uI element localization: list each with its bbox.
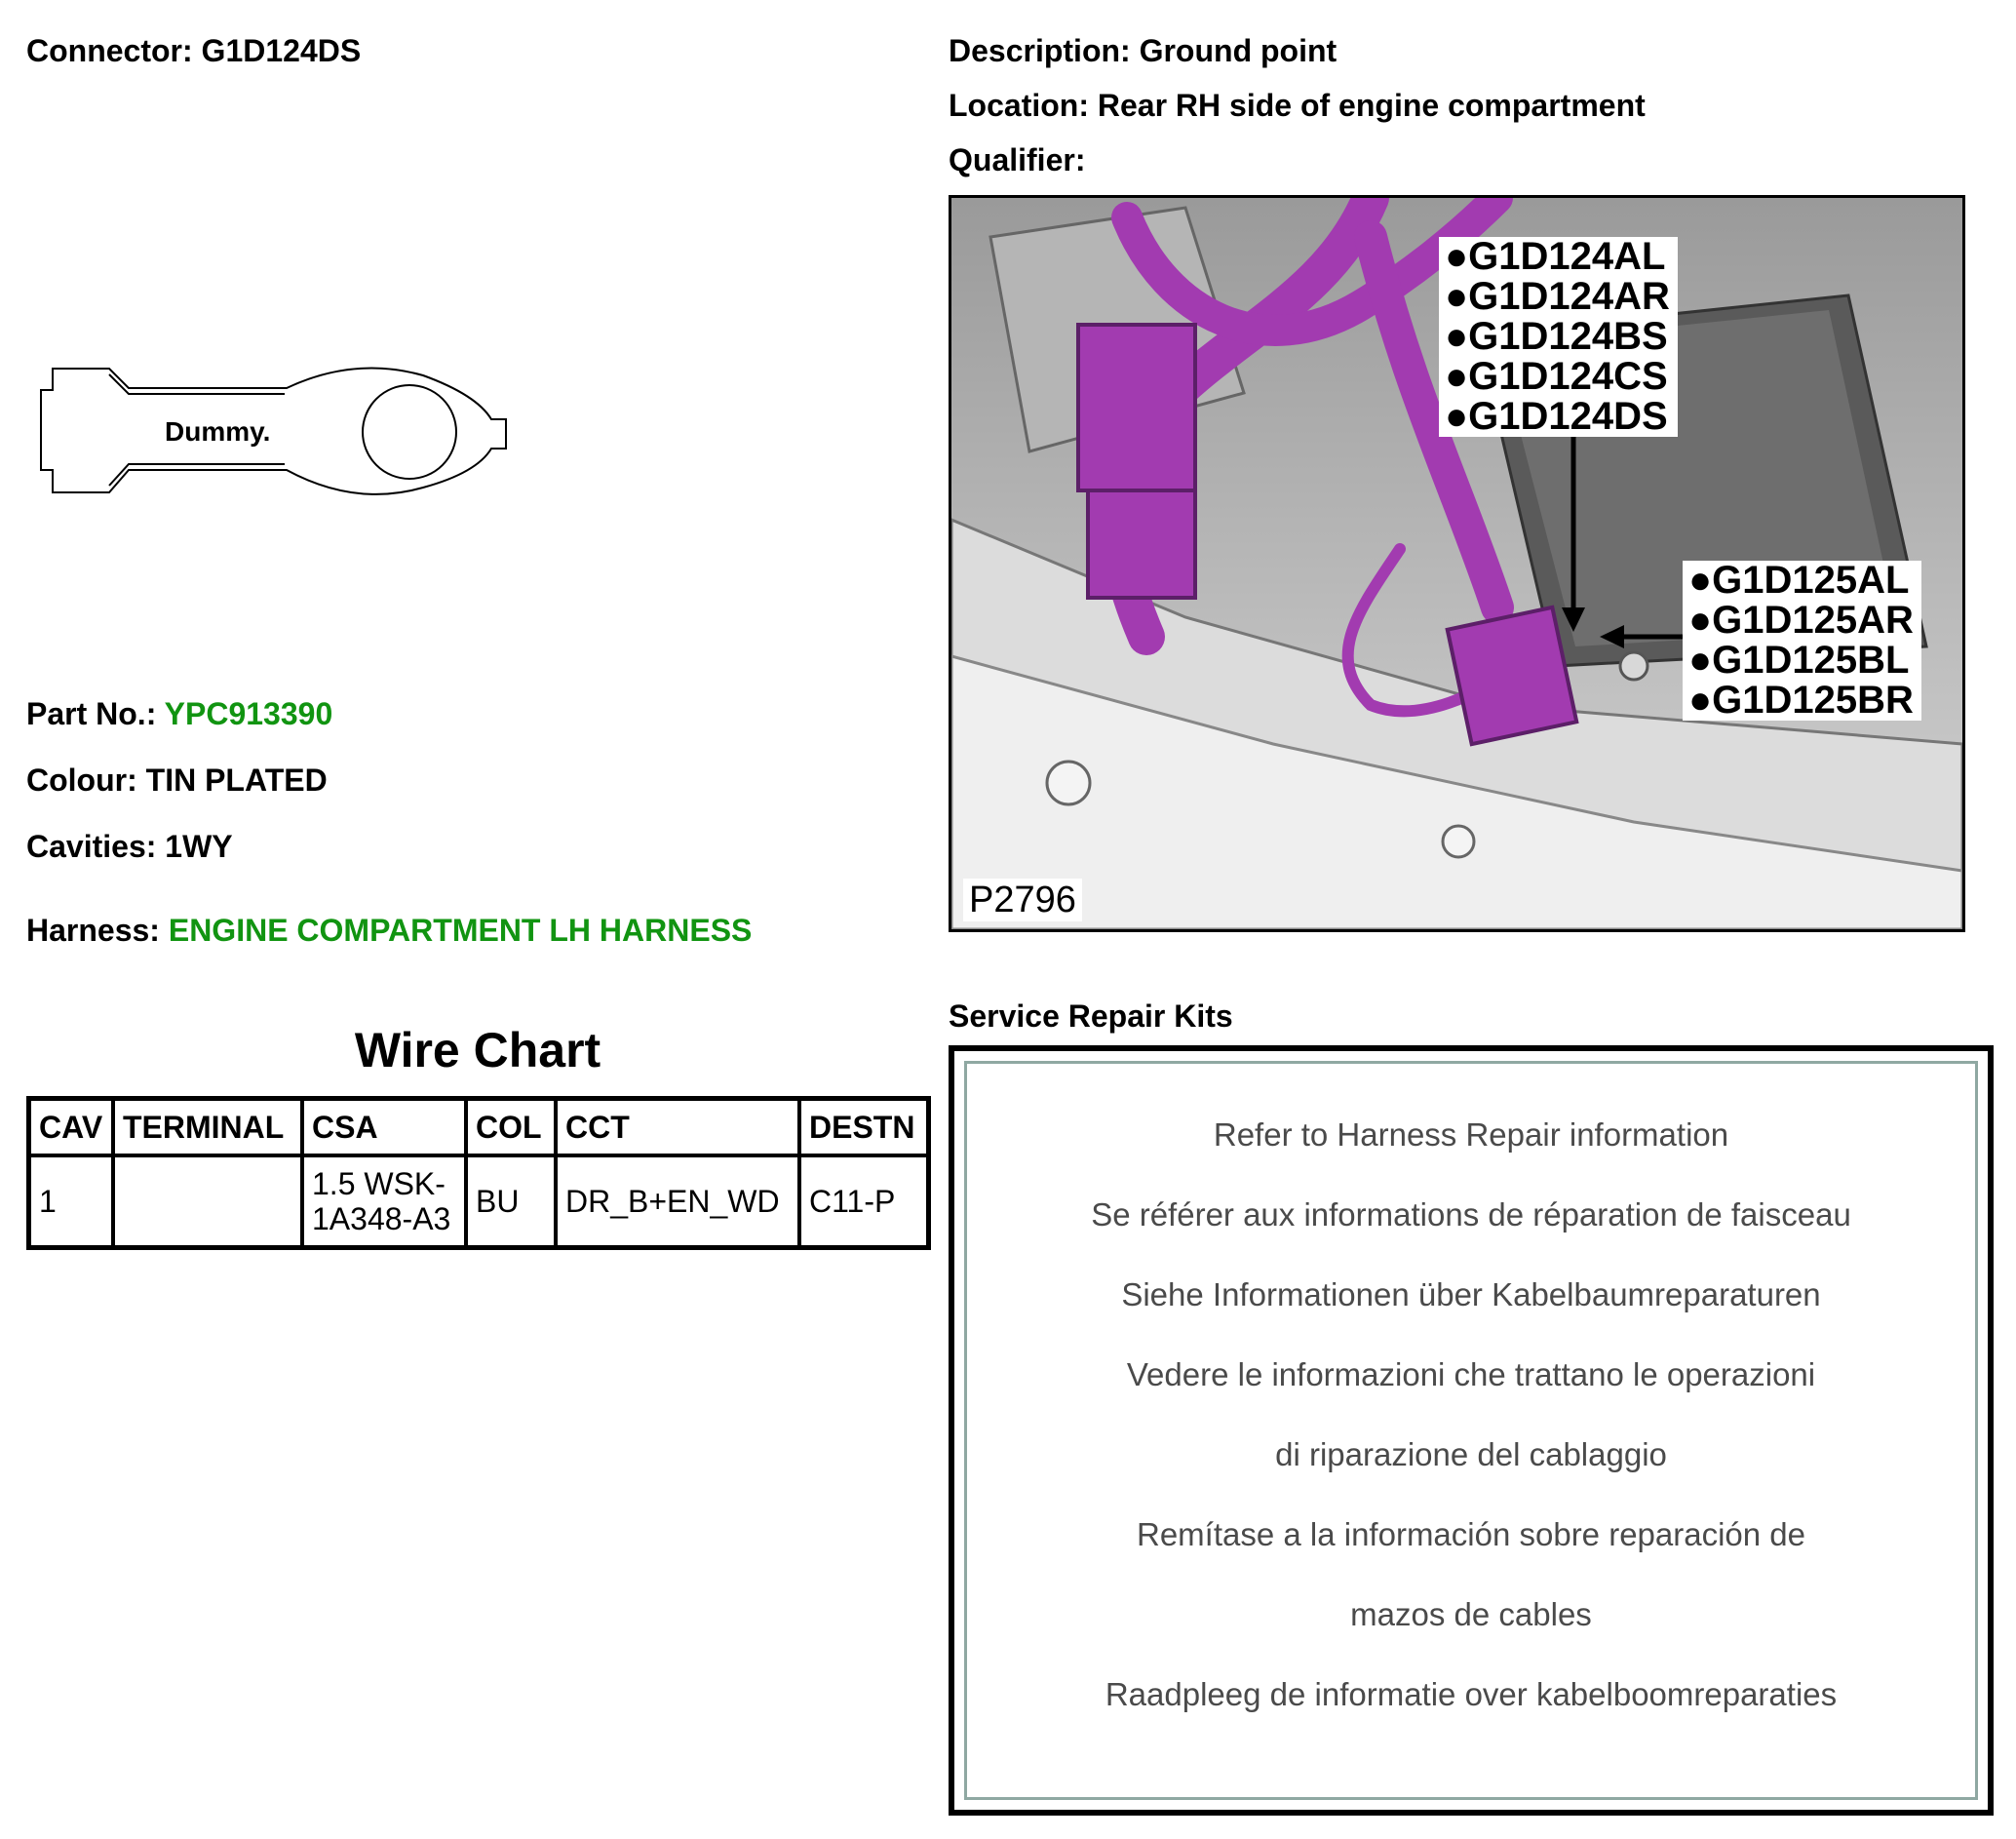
cell-csa-line2: 1A348-A3 — [312, 1201, 451, 1236]
callout-top-4: ●G1D124CS — [1445, 355, 1668, 398]
cell-csa — [302, 1155, 466, 1248]
ring-terminal-drawing — [33, 351, 521, 507]
callout-right-2: ●G1D125AR — [1688, 599, 1914, 642]
photo-id-label: P2796 — [963, 879, 1082, 921]
harness-label: Harness: — [26, 913, 160, 948]
kit-line-8: Raadpleeg de informatie over kabelboomreparaties — [1105, 1676, 1838, 1712]
description-line — [949, 33, 1337, 69]
terminal-drawing-text: Dummy. — [165, 416, 271, 447]
callout-top-1: ●G1D124AL — [1445, 235, 1666, 278]
part-no-link[interactable]: YPC913390 — [164, 696, 333, 731]
connector-value: G1D124DS — [201, 33, 362, 68]
kit-line-5: di riparazione del cablaggio — [1275, 1436, 1667, 1472]
connector-line — [26, 33, 361, 69]
location-label: Location: — [949, 88, 1089, 123]
kit-line-7: mazos de cables — [1350, 1596, 1592, 1632]
cell-destn: C11-P — [799, 1155, 929, 1248]
location-value: Rear RH side of engine compartment — [1097, 88, 1646, 123]
wire-chart-header-row — [29, 1099, 929, 1156]
service-repair-kits-box — [949, 1045, 1994, 1816]
kit-line-1: Refer to Harness Repair information — [1213, 1116, 1729, 1153]
callout-top — [1439, 237, 1678, 437]
kit-line-3: Siehe Informationen über Kabelbaumreparaturen — [1121, 1276, 1821, 1312]
location-line — [949, 88, 1646, 124]
col-header-terminal: TERMINAL — [113, 1099, 302, 1156]
callout-top-5: ●G1D124DS — [1445, 395, 1668, 438]
cavities-line — [26, 829, 233, 865]
description-value: Ground point — [1139, 33, 1338, 68]
cavities-value: 1WY — [165, 829, 233, 864]
colour-label: Colour: — [26, 763, 137, 798]
cell-csa-line1: 1.5 WSK- — [312, 1166, 446, 1201]
colour-value: TIN PLATED — [145, 763, 328, 798]
harness-line — [26, 913, 752, 949]
callout-right-3: ●G1D125BL — [1688, 639, 1910, 682]
col-header-cav: CAV — [29, 1099, 114, 1156]
col-header-cct: CCT — [556, 1099, 799, 1156]
col-header-csa: CSA — [302, 1099, 466, 1156]
cavities-label: Cavities: — [26, 829, 157, 864]
callout-right-1: ●G1D125AL — [1688, 559, 1910, 602]
kit-line-6: Remítase a la información sobre reparación de — [1136, 1516, 1806, 1552]
callout-right — [1683, 561, 1921, 721]
cell-cav: 1 — [29, 1155, 114, 1248]
wire-chart-table — [26, 1096, 931, 1250]
cell-col: BU — [466, 1155, 556, 1248]
callout-top-2: ●G1D124AR — [1445, 275, 1670, 318]
location-photo — [949, 195, 1965, 932]
kit-line-2: Se référer aux informations de réparation de faisceau — [1091, 1196, 1851, 1233]
col-header-destn: DESTN — [799, 1099, 929, 1156]
kit-line-4: Vedere le informazioni che trattano le operazioni — [1126, 1356, 1816, 1392]
col-header-col: COL — [466, 1099, 556, 1156]
cell-cct: DR_B+EN_WD — [556, 1155, 799, 1248]
callout-right-4: ●G1D125BR — [1688, 679, 1914, 722]
qualifier-label: Qualifier: — [949, 142, 1086, 177]
description-label: Description: — [949, 33, 1131, 68]
connector-label: Connector: — [26, 33, 193, 68]
table-row — [29, 1155, 929, 1248]
colour-line — [26, 763, 328, 799]
part-no-line — [26, 696, 332, 732]
harness-link[interactable]: ENGINE COMPARTMENT LH HARNESS — [168, 913, 753, 948]
callout-top-3: ●G1D124BS — [1445, 315, 1668, 358]
part-no-label: Part No.: — [26, 696, 157, 731]
wire-chart-title: Wire Chart — [354, 1023, 601, 1077]
service-repair-kits-title: Service Repair Kits — [949, 998, 1233, 1034]
cell-terminal — [113, 1155, 302, 1248]
